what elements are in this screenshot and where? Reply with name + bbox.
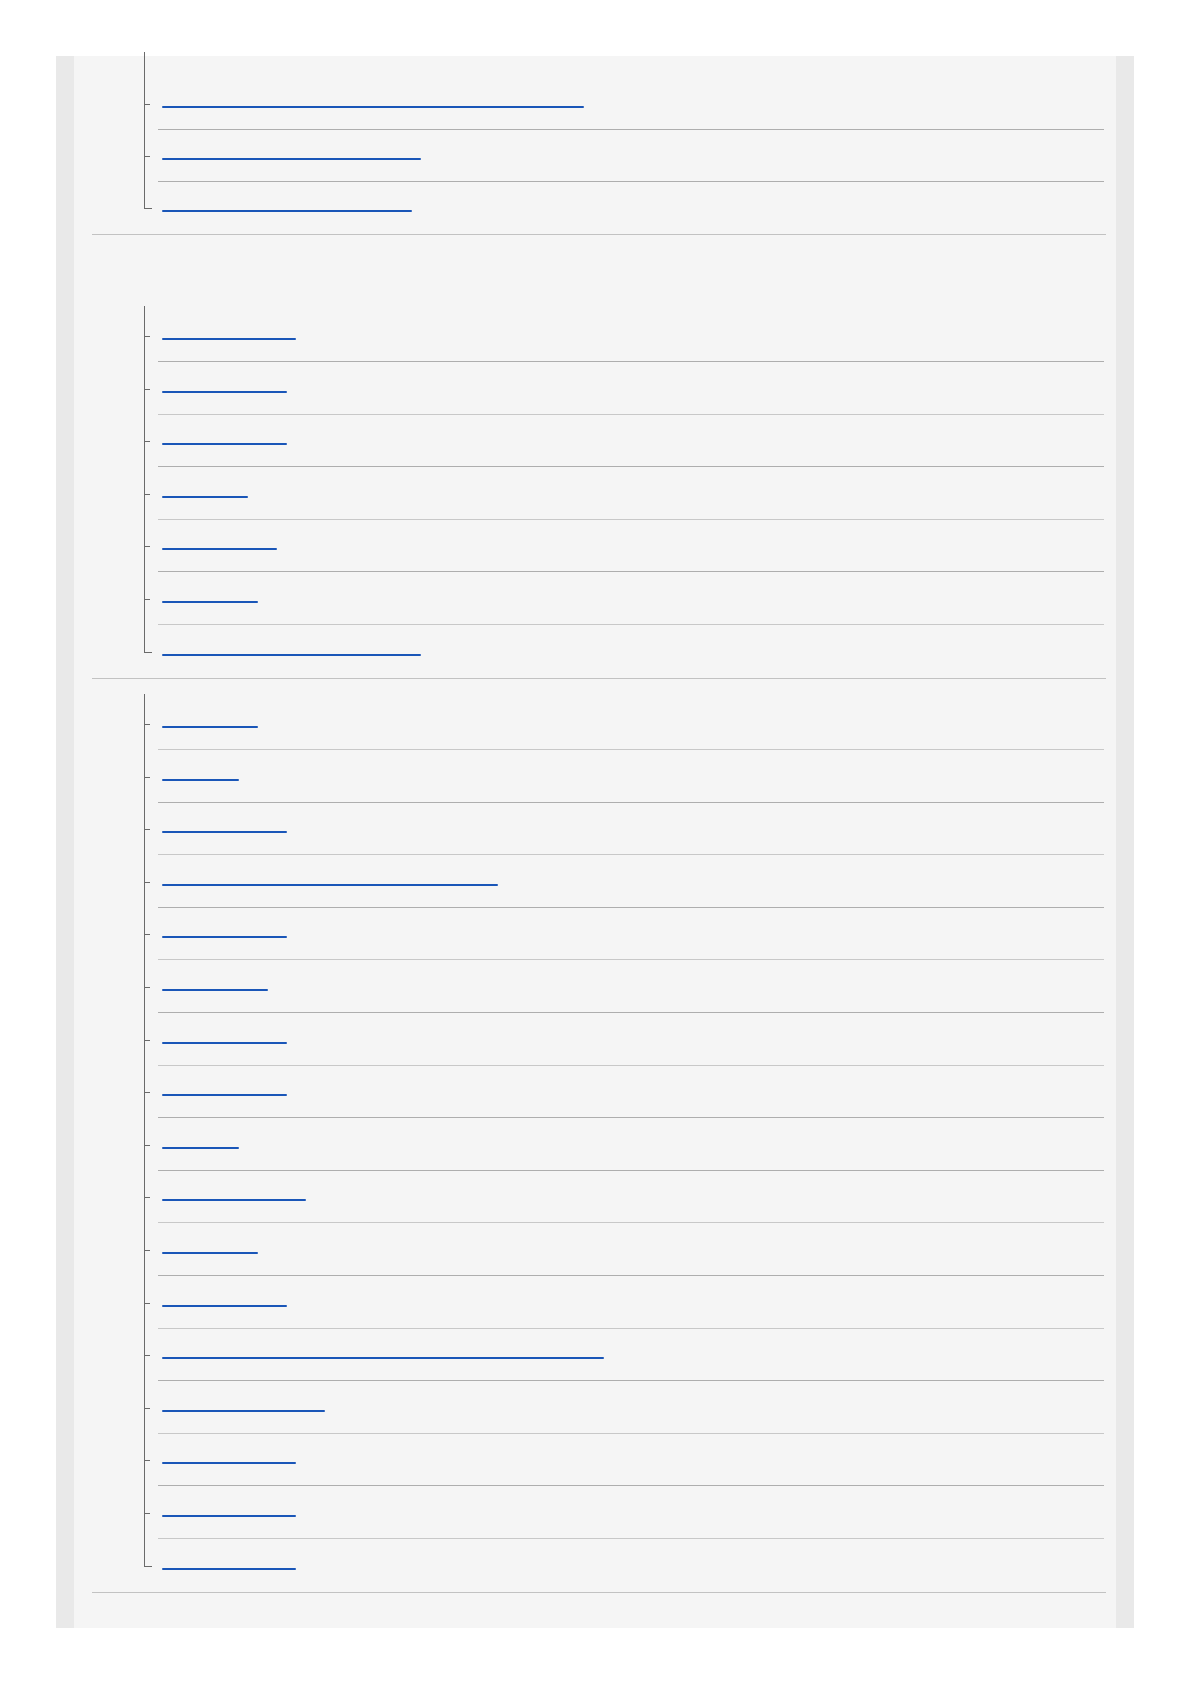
section-2-separator [92,678,1106,679]
tree-branch [144,1566,150,1567]
page-frame [56,56,1134,1628]
list-item [144,751,1104,803]
link-underline [162,726,258,728]
tree-branch [144,1460,150,1461]
toc-link[interactable] [162,967,882,993]
link-underline [162,831,287,833]
list-item [144,698,1104,750]
list-item [144,1329,1104,1381]
tree-branch [144,104,150,105]
list-item [144,1277,1104,1329]
list-item [144,1224,1104,1276]
toc-link[interactable] [162,757,882,783]
tree-branch [144,208,150,209]
tree-branch [144,1092,150,1093]
tree-branch [144,441,150,442]
list-item [144,468,1104,520]
link-underline [162,210,412,212]
list-item [144,961,1104,1013]
list-item [144,363,1104,415]
section-1-separator [92,234,1106,235]
link-underline [162,1147,239,1149]
list-item [144,626,1104,678]
list-item [144,415,1104,467]
link-underline [162,391,287,393]
list-item [144,908,1104,960]
tree-branch [144,777,150,778]
tree-branch [144,494,150,495]
toc-link[interactable] [162,1230,882,1256]
toc-link[interactable] [162,704,882,730]
tree-branch [144,987,150,988]
content-panel [74,56,1116,1628]
link-underline [162,106,584,108]
list-item [144,1066,1104,1118]
tree-branch [144,1355,150,1356]
link-underline [162,158,421,160]
tree-branch [144,1303,150,1304]
link-underline [162,338,296,340]
section-3-separator [92,1592,1106,1593]
list-item [144,856,1104,908]
list-item [144,573,1104,625]
list-item [144,1487,1104,1539]
link-underline [162,601,258,603]
tree-branch [144,1408,150,1409]
list-item [144,78,1104,130]
toc-link[interactable] [162,1125,882,1151]
list-item [144,1014,1104,1066]
list-item [144,310,1104,362]
link-underline [162,989,268,991]
tree-branch [144,336,150,337]
tree-branch [144,1040,150,1041]
tree-branch [144,1197,150,1198]
tree-branch [144,599,150,600]
link-underline [162,884,498,886]
list-item [144,182,1104,234]
list-item [144,1434,1104,1486]
tree-branch [144,1145,150,1146]
list-item [144,520,1104,572]
list-item [144,130,1104,182]
link-underline [162,1094,287,1096]
tree-branch [144,389,150,390]
toc-link[interactable] [162,474,882,500]
tree-branch [144,156,150,157]
link-underline [162,443,287,445]
tree-branch [144,652,150,653]
link-underline [162,654,421,656]
list-item [144,1540,1104,1592]
link-underline [162,1042,287,1044]
link-underline [162,1305,287,1307]
list-item [144,803,1104,855]
link-underline [162,1357,604,1359]
tree-branch [144,829,150,830]
list-item [144,1171,1104,1223]
list-item [144,1382,1104,1434]
tree-branch [144,1513,150,1514]
tree-branch [144,724,150,725]
link-underline [162,1568,296,1570]
tree-branch [144,546,150,547]
link-underline [162,1252,258,1254]
tree-branch [144,882,150,883]
list-item [144,1119,1104,1171]
link-underline [162,1410,325,1412]
link-underline [162,1515,296,1517]
tree-branch [144,934,150,935]
tree-branch [144,1250,150,1251]
toc-link[interactable] [162,579,882,605]
link-underline [162,779,239,781]
link-underline [162,496,248,498]
